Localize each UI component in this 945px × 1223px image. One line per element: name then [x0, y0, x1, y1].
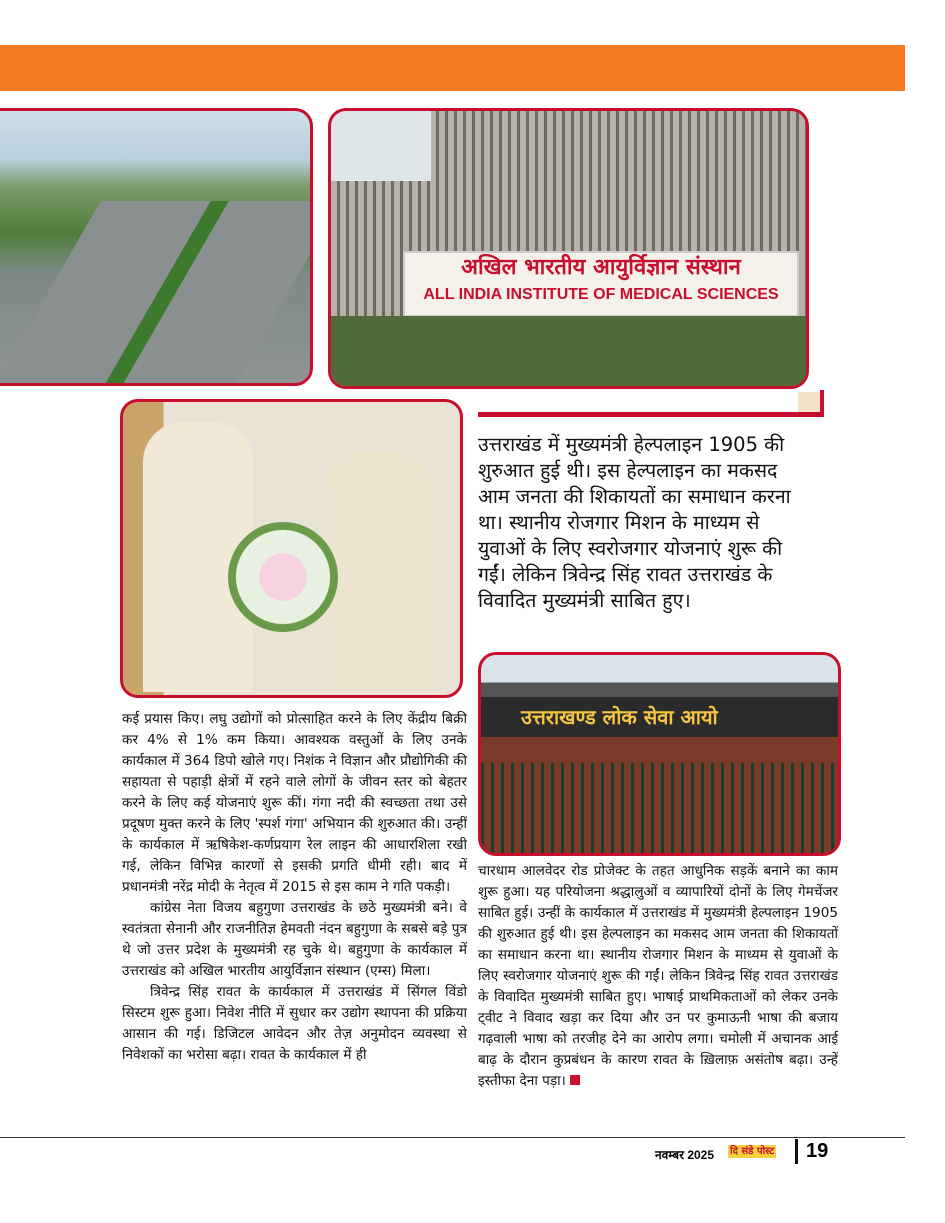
- paragraph: कई प्रयास किए। लघु उद्योगों को प्रोत्साहित करने के लिए केंद्रीय बिक्री कर 4% से 1% कम किया। आवश्यक वस्तुओं के लिए उनके कार्यकाल में 364 डिपो खोले गए। निशंक ने विज्ञान और प्रौद्योगिकी की सहायता से पहाड़ी क्षेत्रों में रहने वाले लोगों के जीवन स्तर को बेहतर करने के लिए कई योजनाएं शुरू कीं। गंगा नदी की स्वच्छता तथा उसे प्रदूषण मुक्त करने के लिए 'स्पर्श गंगा' अभियान की शुरुआत की। उन्हीं के कार्यकाल में ऋषिकेश-कर्णप्रयाग रेल लाइन की आधारशिला रखी गई, लेकिन विभिन्न कारणों से इसकी प्रगति धीमी रही। बाद में प्रधानमंत्री नरेंद्र मोदी के नेतृत्व में 2015 से इस काम ने गति पकड़ी।: [122, 711, 467, 895]
- highway-photo: [0, 108, 313, 386]
- paragraph: कांग्रेस नेता विजय बहुगुणा उत्तराखंड के छठे मुख्यमंत्री बने। वे स्वतंत्रता सेनानी और राजनीतिज्ञ हेमवती नंदन बहुगुणा के सबसे बड़े पुत्र थे जो उत्तर प्रदेश के मुख्यमंत्री रह चुके थे। बहुगुणा के कार्यकाल में उत्तराखंड को अखिल भारतीय आयुर्विज्ञान संस्थान (एम्स) मिला।: [122, 900, 467, 979]
- ukpsc-office-photo: [478, 652, 841, 856]
- aiims-sign: [403, 251, 799, 317]
- paragraph: त्रिवेन्द्र सिंह रावत के कार्यकाल में उत्तराखंड में सिंगल विंडो सिस्टम शुरू हुआ। निवेश नीति में सुधार कर उद्योग स्थापना की प्रक्रिया आसान की गई। डिजिटल आवेदन और तेज़ अनुमोदन व्यवस्था से निवेशकों का भरोसा बढ़ा। रावत के कार्यकाल में ही: [122, 984, 467, 1063]
- pull-quote: उत्तराखंड में मुख्यमंत्री हेल्पलाइन 1905 की शुरुआत हुई थी। इस हेल्पलाइन का मकसद आम जनता की शिकायतों का समाधान करना था। स्थानीय रोजगार मिशन के माध्यम से युवाओं के लिए स्वरोजगार योजनाएं शुरू की गईं। लेकिन त्रिवेन्द्र सिंह रावत उत्तराखंड के विवादित मुख्यमंत्री साबित हुए।: [478, 433, 791, 612]
- sky: [331, 111, 431, 181]
- aiims-building-photo: [328, 108, 809, 389]
- meeting-photo: [120, 399, 463, 698]
- paragraph-text: चारधाम आलवेदर रोड प्रोजेक्ट के तहत आधुनिक सड़कें बनाने का काम शुरू हुआ। यह परियोजना श्रद्धालुओं व व्यापारियों दोनों के लिए गेमचेंजर साबित हुई। उन्हीं के कार्यकाल में उत्तराखंड में मुख्यमंत्री हेल्पलाइन 1905 की शुरुआत हुई थी। इस हेल्पलाइन का मकसद आम जनता की शिकायतों का समाधान करना था। स्थानीय रोजगार मिशन के माध्यम से युवाओं के लिए स्वरोजगार योजनाएं शुरू की गईं। लेकिन त्रिवेन्द्र सिंह रावत उत्तराखंड के विवादित मुख्यमंत्री साबित हुए। भाषाई प्राथमिकताओं को लेकर उनके ट्वीट ने विवाद खड़ा कर दिया और उन पर कुमाऊनी भाषा की बजाय गढ़वाली भाषा को तरजीह देने का आरोप लगा। चमोली में अचानक आई बाढ़ के दौरान कुप्रबंधन के कारण रावत के ख़िलाफ़ असंतोष बढ़ा। उन्हें इस्तीफा देना पड़ा।: [478, 863, 838, 1089]
- footer-rule: [0, 1137, 905, 1138]
- decorative-rule: [478, 412, 823, 417]
- end-mark-icon: [570, 1075, 580, 1085]
- paragraph: [478, 861, 838, 1092]
- page-number: 19: [806, 1140, 829, 1162]
- header-color-bar: [0, 45, 905, 91]
- trees: [331, 316, 806, 386]
- person-right: [323, 452, 433, 692]
- ukpsc-board: उत्तराखण्ड लोक सेवा आयो: [481, 697, 841, 737]
- footer-separator: [795, 1139, 798, 1164]
- issue-date: नवम्बर 2025: [655, 1148, 715, 1162]
- aiims-sign-english: ALL INDIA INSTITUTE OF MEDICAL SCIENCES: [423, 286, 779, 303]
- right-column-text: [478, 861, 838, 1092]
- gate: [481, 763, 838, 853]
- publication-logo: दि संडे पोस्ट: [730, 1146, 775, 1157]
- bouquet: [228, 522, 338, 632]
- left-column-text: [122, 709, 467, 1066]
- aiims-sign-hindi: अखिल भारतीय आयुर्विज्ञान संस्थान: [461, 255, 741, 280]
